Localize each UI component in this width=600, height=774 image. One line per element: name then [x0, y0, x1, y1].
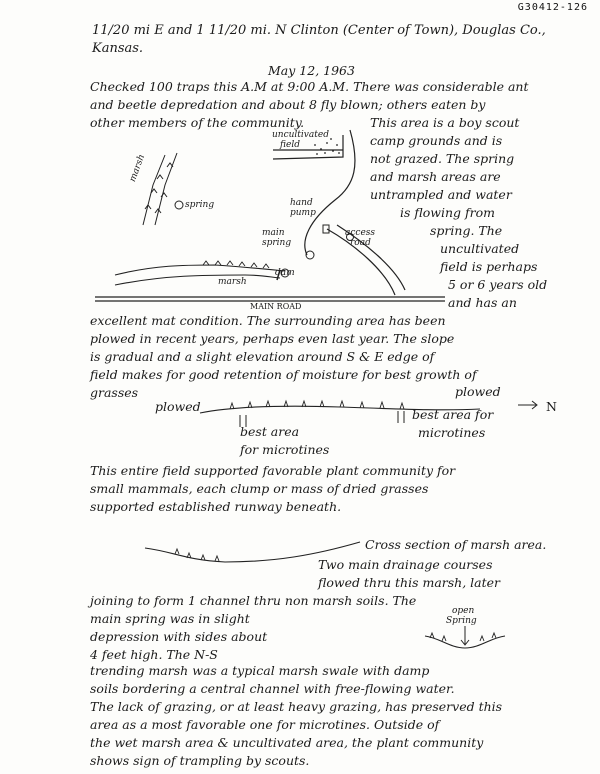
para5-line-1: trending marsh was a typical marsh swale with damp	[90, 663, 430, 678]
para2-line-2: camp grounds and is	[370, 133, 503, 148]
map-label-uncultivated: uncultivated	[272, 130, 329, 140]
para1-line-1: Checked 100 traps this A.M at 9:00 A.M. There was considerable ant	[90, 79, 529, 94]
para4-right-line-1: Two main drainage courses	[318, 557, 493, 572]
open-spring-sketch	[420, 626, 510, 656]
para2-cont-line-3: is gradual and a slight elevation around S & E edge of	[90, 349, 435, 364]
profile-plowed-left: plowed	[155, 399, 201, 414]
para3-line-3: supported established runway beneath.	[90, 499, 342, 514]
map-label-dam: dam	[275, 268, 295, 278]
cross-section-label: Cross section of marsh area.	[365, 537, 547, 552]
para3-line-1: This entire field supported favorable plant community for	[90, 463, 456, 478]
map-label-hand: hand	[290, 198, 313, 208]
para4-line-4: 4 feet high. The N-S	[90, 647, 218, 662]
map-label-access: access	[345, 228, 376, 238]
profile-best-area-right-2: microtines	[418, 425, 486, 440]
map-label-field: field	[280, 140, 300, 150]
para2-line-3: not grazed. The spring	[370, 151, 515, 166]
para2-cont-line-4: field makes for good retention of moisture for best growth of	[90, 367, 477, 382]
para2-line-6: is flowing from	[400, 205, 495, 220]
map-label-spring: spring	[185, 200, 215, 210]
para5-line-2: soils bordering a central channel with free-flowing water.	[90, 681, 455, 696]
para4-right-line-2: flowed thru this marsh, later	[318, 575, 501, 590]
open-spring-label-2: Spring	[446, 616, 477, 626]
map-label-main: main	[262, 228, 285, 238]
map-label-pump: pump	[290, 208, 316, 218]
profile-north-label: N	[546, 399, 557, 414]
location-header-line-1: 11/20 mi E and 1 11/20 mi. N Clinton (Center of Town), Douglas Co.,	[92, 23, 546, 38]
para2-line-1: This area is a boy scout	[370, 115, 520, 130]
map-label-main-road: MAIN ROAD	[250, 302, 302, 311]
map-label-road: road	[350, 238, 371, 248]
map-label-spring2: spring	[262, 238, 292, 248]
para1-line-2: and beetle depredation and about 8 fly blown; others eaten by	[90, 97, 486, 112]
para2-cont-line-1: excellent mat condition. The surrounding area has been	[90, 313, 446, 328]
para2-line-11: and has an	[448, 295, 517, 310]
marsh-strip-top	[143, 153, 177, 225]
site-map-sketch	[95, 125, 445, 315]
entry-date: May 12, 1963	[268, 63, 355, 78]
profile-best-area-left-1: best area	[240, 424, 300, 439]
catalog-id: G30412-126	[517, 2, 588, 13]
para5-line-6: shows sign of trampling by scouts.	[90, 753, 310, 768]
profile-best-area-left-2: for microtines	[240, 442, 330, 457]
para5-line-4: area as a most favorable one for microtines. Outside of	[90, 717, 440, 732]
spring-marker	[175, 201, 183, 209]
para4-line-2: main spring was in slight	[90, 611, 250, 626]
para2-cont-line-5: grasses	[90, 385, 139, 400]
para5-line-5: the wet marsh area & uncultivated area, the plant community	[90, 735, 484, 750]
para3-line-2: small mammals, each clump or mass of dried grasses	[90, 481, 429, 496]
para2-cont-line-2: plowed in recent years, perhaps even last year. The slope	[90, 331, 455, 346]
para5-line-3: The lack of grazing, or at least heavy grazing, has preserved this	[90, 699, 503, 714]
para1-line-3: other members of the community.	[90, 115, 305, 130]
para2-line-5: untrampled and water	[370, 187, 512, 202]
location-header-line-2: Kansas.	[92, 41, 144, 56]
profile-plowed-right: plowed	[455, 384, 501, 399]
para2-line-8: uncultivated	[440, 241, 520, 256]
para4-line-3: depression with sides about	[90, 629, 268, 644]
map-label-marsh-top: marsh	[128, 153, 148, 184]
para2-line-4: and marsh areas are	[370, 169, 501, 184]
para2-line-10: 5 or 6 years old	[448, 277, 548, 292]
para2-line-7: spring. The	[430, 223, 503, 238]
open-spring-label-1: open	[452, 606, 475, 616]
main-spring-marker	[306, 251, 314, 259]
profile-best-area-right-1: best area for	[412, 407, 494, 422]
para4-line-1: joining to form 1 channel thru non marsh soils. The	[90, 593, 417, 608]
marsh-channel-line	[115, 265, 285, 275]
para2-line-9: field is perhaps	[440, 259, 538, 274]
map-label-marsh-bottom: marsh	[218, 277, 247, 287]
